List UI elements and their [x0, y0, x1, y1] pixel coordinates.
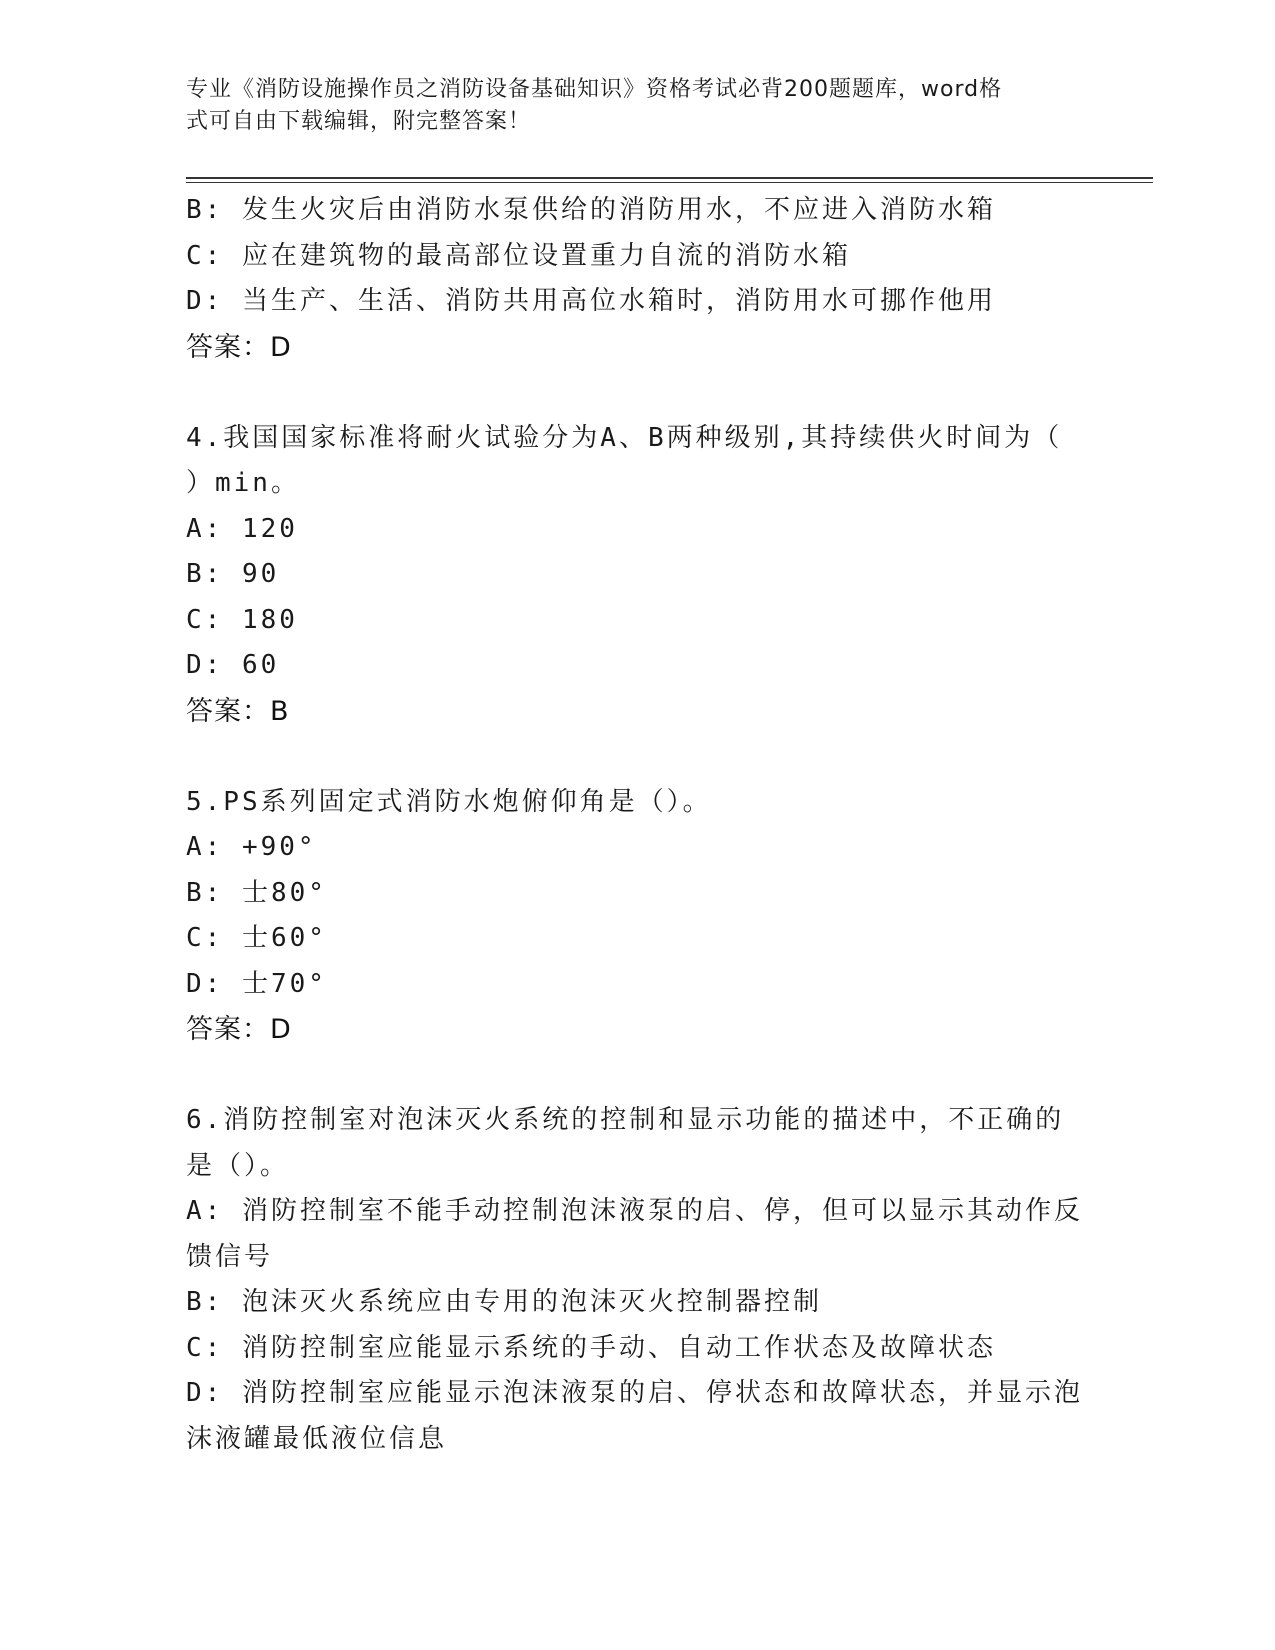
q6-option-d-line-2: 沫液罐最低液位信息 [186, 1423, 448, 1454]
question-3 [186, 188, 1086, 370]
header-line-2: 式可自由下载编辑，附完整答案！ [186, 109, 532, 134]
q6-option-d-line-1: D: 消防控制室应能显示泡沫液泵的启、停状态和故障状态，并显示泡 [186, 1378, 1083, 1408]
q6-stem-line-1: 6.消防控制室对泡沫灭火系统的控制和显示功能的描述中，不正确的 [186, 1105, 1065, 1135]
question-5 [186, 780, 1086, 1053]
q6-stem-line-2: 是（）。 [186, 1150, 290, 1181]
spacer [186, 370, 1086, 416]
header-line-1: 专业《消防设施操作员之消防设备基础知识》资格考试必背200题题库，word格 [186, 77, 1003, 102]
q5-answer: 答案：D [186, 1014, 292, 1045]
spacer [186, 734, 1086, 780]
q5-option-d: D: 士70° [186, 968, 327, 999]
q3-option-d: D: 当生产、生活、消防共用高位水箱时，消防用水可挪作他用 [186, 286, 996, 316]
q6-option-b: B: 泡沫灭火系统应由专用的泡沫灭火控制器控制 [186, 1287, 822, 1317]
question-list [186, 188, 1086, 1462]
header-divider-thick [186, 177, 1153, 179]
q5-option-b: B: 士80° [186, 877, 327, 908]
q4-option-b: B: 90 [186, 559, 280, 589]
q6-option-a-line-2: 馈信号 [186, 1241, 274, 1272]
q4-option-a: A: 120 [186, 513, 298, 544]
q4-stem-line-2: ）min。 [186, 468, 300, 498]
q4-option-d: D: 60 [186, 650, 280, 680]
q3-option-c: C: 应在建筑物的最高部位设置重力自流的消防水箱 [186, 240, 851, 271]
q4-stem-line-1: 4.我国国家标准将耐火试验分为A、B两种级别,其持续供火时间为（ [186, 422, 1063, 453]
spacer [186, 1053, 1086, 1099]
q3-option-b: B: 发生火灾后由消防水泵供给的消防用水，不应进入消防水箱 [186, 195, 996, 225]
question-6 [186, 1098, 1086, 1462]
question-4 [186, 416, 1086, 735]
q5-stem: 5.PS系列固定式消防水炮俯仰角是（）。 [186, 786, 712, 817]
q4-option-c: C: 180 [186, 604, 298, 635]
q3-answer: 答案：D [186, 331, 292, 363]
header-divider-thin [186, 182, 1153, 183]
q5-option-c: C: 士60° [186, 923, 327, 953]
q6-option-a-line-1: A: 消防控制室不能手动控制泡沫液泵的启、停，但可以显示其动作反 [186, 1196, 1083, 1226]
document-header [186, 74, 1066, 138]
q5-option-a: A: +90° [186, 832, 317, 862]
q4-answer: 答案：B [186, 695, 290, 727]
q6-option-c: C: 消防控制室应能显示系统的手动、自动工作状态及故障状态 [186, 1332, 996, 1363]
